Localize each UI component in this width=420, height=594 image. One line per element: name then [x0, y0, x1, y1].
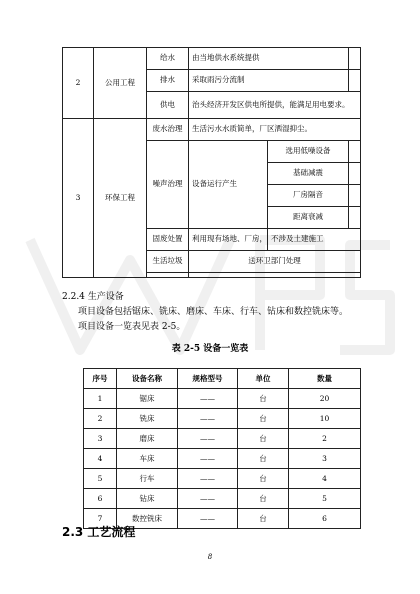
table-row	[84, 489, 361, 509]
column-header: 单位	[238, 369, 289, 389]
table-row	[84, 389, 361, 409]
item-cell: 供电	[147, 92, 189, 119]
measure-cell: 选用低噪设备	[268, 141, 349, 163]
paragraph: 项目设备包括锯床、铣床、磨床、车床、行车、钻床和数控铣床等。	[78, 307, 349, 317]
table-cell: 6	[289, 509, 361, 529]
table-cell: 1	[84, 389, 117, 409]
content-extra-cell: 不涉及土建施工	[268, 229, 361, 251]
table-cell: 钻床	[117, 489, 178, 509]
table-cell: 6	[84, 489, 117, 509]
table-cell: 4	[289, 469, 361, 489]
table-cell: ——	[178, 449, 238, 469]
engineering-table	[62, 47, 361, 278]
item-cell: 给水	[147, 48, 189, 70]
content-cell: 利用现有场地、厂房，	[189, 229, 268, 251]
table-cell: 3	[84, 429, 117, 449]
measure-cell: 距离衰减	[268, 207, 349, 229]
content-cell: 采取雨污分流制	[189, 70, 349, 92]
measure-cell: 基础减震	[268, 163, 349, 185]
table-cell: 5	[84, 469, 117, 489]
content-cell: 送环卫部门处理	[189, 251, 361, 273]
table-cell: 数控铣床	[117, 509, 178, 529]
column-header: 序号	[84, 369, 117, 389]
table-row	[84, 409, 361, 429]
table-cell: ——	[178, 509, 238, 529]
table-cell: ——	[178, 409, 238, 429]
item-cell: 噪声治理	[147, 141, 189, 229]
table-cell: 磨床	[117, 429, 178, 449]
column-header: 数量	[289, 369, 361, 389]
table-cell: 台	[238, 449, 289, 469]
content-cell: 治头经济开发区供电所提供，能满足用电要求。	[189, 92, 361, 119]
table-cell: ——	[178, 489, 238, 509]
table-row	[84, 469, 361, 489]
row-number: 2	[63, 48, 94, 119]
table-cell: ——	[178, 429, 238, 449]
table-cell: 20	[289, 389, 361, 409]
table-cell: 台	[238, 389, 289, 409]
empty-cell	[349, 141, 361, 163]
empty-cell	[147, 273, 189, 278]
table-header-row	[84, 369, 361, 389]
table-cell: 台	[238, 469, 289, 489]
table-cell: 台	[238, 509, 289, 529]
table-cell: 5	[289, 489, 361, 509]
item-cell: 固废处置	[147, 229, 189, 251]
column-header: 规格型号	[178, 369, 238, 389]
table-row	[63, 119, 361, 141]
page-number: 8	[207, 553, 213, 561]
content-cell: 由当地供水系统提供	[189, 48, 349, 70]
table-caption: 表 2-5 设备一览表	[171, 344, 249, 354]
table-cell: 7	[84, 509, 117, 529]
empty-cell	[349, 185, 361, 207]
table-cell: 3	[289, 449, 361, 469]
section-heading-23: 2.3 工艺流程	[62, 525, 136, 539]
category-cell: 公用工程	[94, 48, 147, 119]
table-cell: 2	[84, 409, 117, 429]
table-row	[84, 429, 361, 449]
empty-cell	[189, 273, 361, 278]
empty-cell	[349, 48, 361, 70]
table-cell: ——	[178, 389, 238, 409]
item-cell: 排水	[147, 70, 189, 92]
table-cell: 4	[84, 449, 117, 469]
table-cell: 2	[289, 429, 361, 449]
paragraph: 项目设备一览表见表 2-5。	[78, 322, 186, 332]
content-cell: 设备运行产生	[189, 141, 268, 229]
empty-cell	[349, 163, 361, 185]
table-cell: 行车	[117, 469, 178, 489]
table-cell: 10	[289, 409, 361, 429]
section-heading-224: 2.2.4 生产设备	[62, 292, 124, 302]
content-cell: 生活污水水质简单，厂区洒湿抑尘。	[189, 119, 361, 141]
empty-cell	[349, 207, 361, 229]
item-cell: 生活垃圾	[147, 251, 189, 273]
column-header: 设备名称	[117, 369, 178, 389]
empty-cell	[349, 70, 361, 92]
measure-cell: 厂房隔音	[268, 185, 349, 207]
table-row	[63, 48, 361, 70]
category-cell: 环保工程	[94, 119, 147, 278]
table-row	[84, 449, 361, 469]
table-cell: 锯床	[117, 389, 178, 409]
table-cell: 台	[238, 489, 289, 509]
equipment-table	[83, 368, 361, 529]
table-cell: 车床	[117, 449, 178, 469]
table-cell: 台	[238, 409, 289, 429]
table-cell: 铣床	[117, 409, 178, 429]
row-number: 3	[63, 119, 94, 278]
table-cell: ——	[178, 469, 238, 489]
table-cell: 台	[238, 429, 289, 449]
item-cell: 废水治理	[147, 119, 189, 141]
